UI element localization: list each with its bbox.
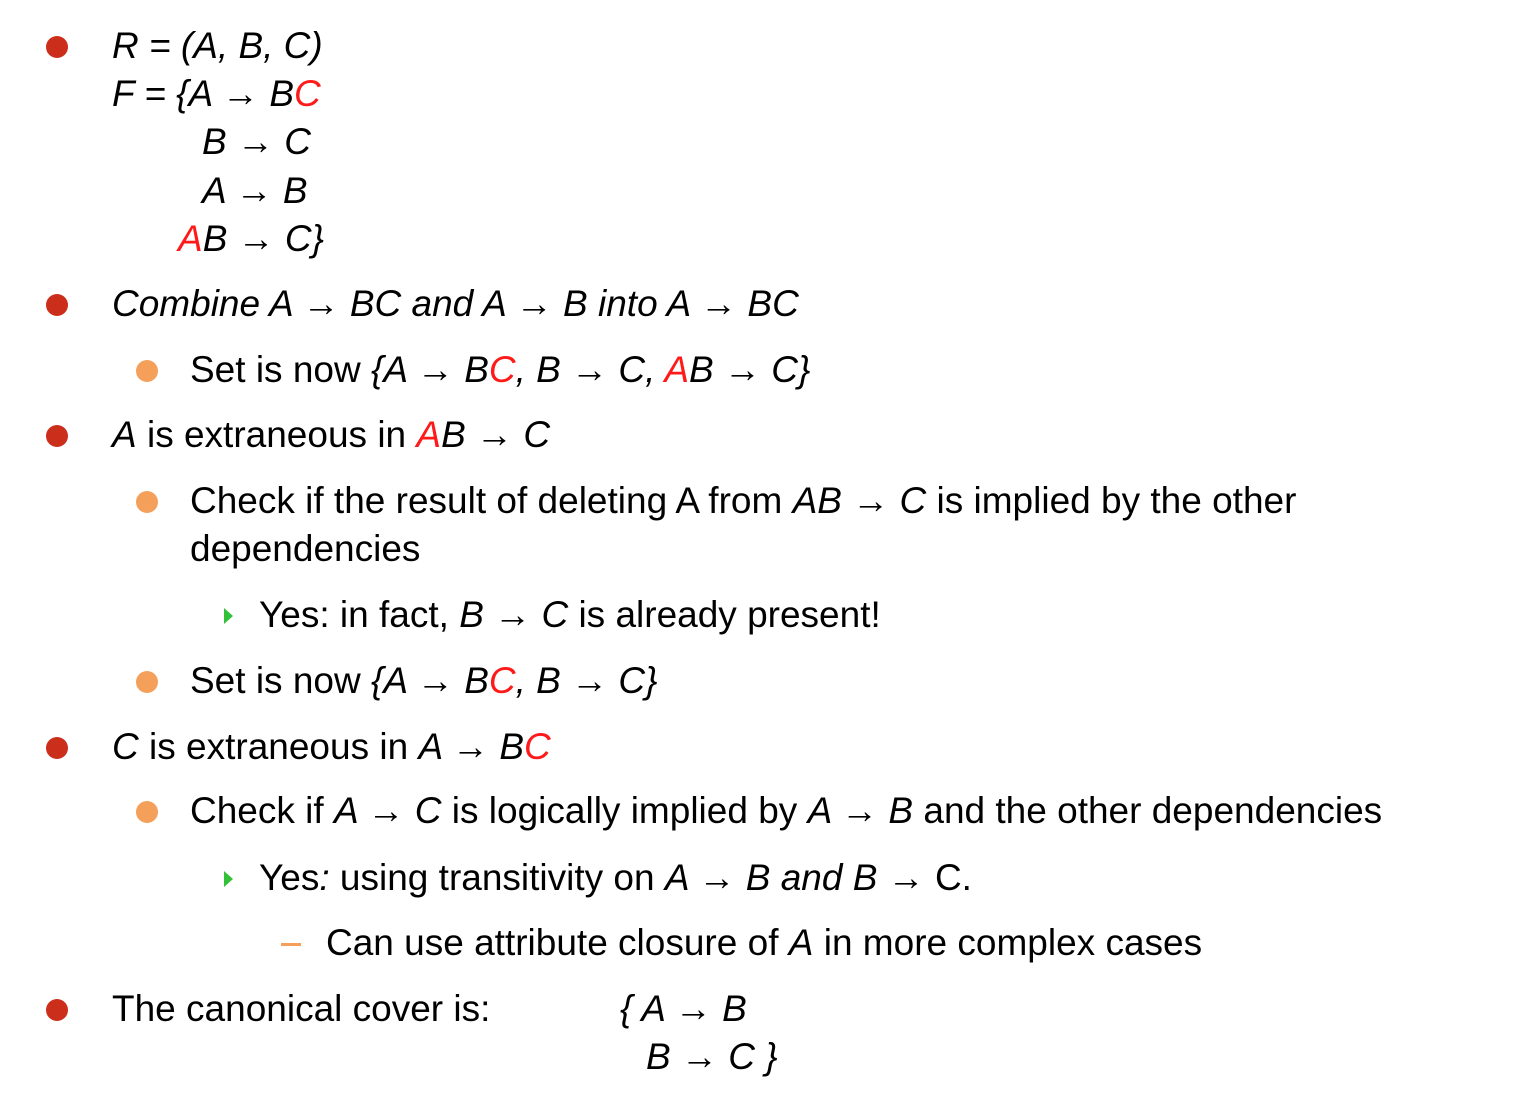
c-extraneous — [112, 725, 551, 769]
plain-text: is logically implied by — [441, 790, 808, 831]
fd-text: B → C — [202, 121, 311, 162]
canonical-cover-label — [112, 987, 490, 1031]
sub-sub-bullet — [224, 608, 233, 624]
fd-text: { A → B — [620, 988, 747, 1029]
sub-bullet — [136, 671, 158, 693]
fd-highlight: A — [178, 218, 203, 259]
fd-text: , B → C} — [515, 660, 658, 701]
sub-bullet — [136, 491, 158, 513]
fd-text: B → C} — [689, 349, 811, 390]
fd-text: {A → B — [370, 660, 489, 701]
set-prefix: Set is now — [190, 660, 371, 701]
plain-text: Yes: in fact, — [259, 594, 460, 635]
combine-step — [112, 282, 799, 326]
relation-text: R = (A, B, C) — [112, 25, 323, 66]
fd-highlight: C — [488, 660, 516, 701]
bullet-5 — [46, 999, 68, 1021]
fd-text: A → B — [202, 170, 308, 211]
fd-text: B → C } — [646, 1036, 778, 1077]
plain-text: is extraneous in — [138, 726, 419, 767]
check-implied — [190, 789, 1382, 833]
bullet-3 — [46, 425, 68, 447]
bullet-4 — [46, 737, 68, 759]
fd-set-line-4 — [178, 217, 324, 261]
sub-bullet — [136, 801, 158, 823]
fd-text: B → C — [441, 414, 551, 455]
combine-text: Combine A → BC and A → B into A → BC — [112, 283, 799, 324]
attribute-closure-note — [326, 921, 1202, 965]
set-is-now-1 — [190, 348, 810, 392]
bullet-1 — [46, 36, 68, 58]
plain-text: Check if — [190, 790, 334, 831]
fd-text: B → C — [459, 594, 569, 635]
fd-highlight: A — [664, 349, 690, 390]
fd-set-line-3 — [202, 169, 308, 213]
plain-text: is extraneous in — [136, 414, 417, 455]
yes-already-present — [259, 593, 881, 637]
fd-set-line-2 — [202, 120, 311, 164]
fd-text: A → B — [807, 790, 914, 831]
fd-highlight: A — [416, 414, 442, 455]
plain-text: using transitivity on — [329, 857, 665, 898]
canonical-cover-line-1 — [620, 987, 747, 1031]
fd-text: A → C — [333, 790, 442, 831]
set-is-now-2 — [190, 659, 658, 703]
fd-highlight: C — [294, 73, 321, 114]
check-deleting-line-2 — [190, 527, 420, 571]
yes-transitivity — [259, 856, 972, 900]
fd-set-open: F = {A → B — [112, 73, 295, 114]
var-text: A — [788, 922, 814, 963]
fd-text: B → C} — [202, 218, 325, 259]
plain-text: C. — [934, 857, 972, 898]
plain-text: Check if the result of deleting A from — [190, 480, 793, 521]
set-prefix: Set is now — [190, 349, 371, 390]
fd-text: AB → C — [792, 480, 927, 521]
sub-bullet — [136, 360, 158, 382]
fd-text: A → B and B → — [664, 857, 935, 898]
plain-text: is already present! — [568, 594, 881, 635]
plain-text: The canonical cover is: — [112, 988, 491, 1029]
sub-sub-sub-bullet — [281, 943, 301, 946]
fd-text: A → B — [418, 726, 524, 767]
plain-text: Yes — [259, 857, 320, 898]
canonical-cover-line-2 — [646, 1035, 778, 1079]
sub-sub-bullet — [224, 871, 233, 887]
relation-definition — [112, 24, 323, 68]
a-extraneous — [112, 413, 550, 457]
fd-text: , B → C, — [515, 349, 665, 390]
fd-text: {A → B — [370, 349, 489, 390]
plain-text: is implied by the other — [926, 480, 1297, 521]
fd-highlight: C — [488, 349, 516, 390]
fd-set-line-1 — [112, 72, 321, 116]
plain-text: and the other dependencies — [913, 790, 1383, 831]
plain-text: : — [319, 857, 330, 898]
bullet-2 — [46, 294, 68, 316]
var-text: C — [112, 726, 139, 767]
plain-text: in more complex cases — [813, 922, 1203, 963]
fd-highlight: C — [524, 726, 551, 767]
check-deleting-line-1 — [190, 479, 1296, 523]
plain-text: dependencies — [190, 528, 421, 569]
plain-text: Can use attribute closure of — [326, 922, 789, 963]
var-text: A — [112, 414, 137, 455]
